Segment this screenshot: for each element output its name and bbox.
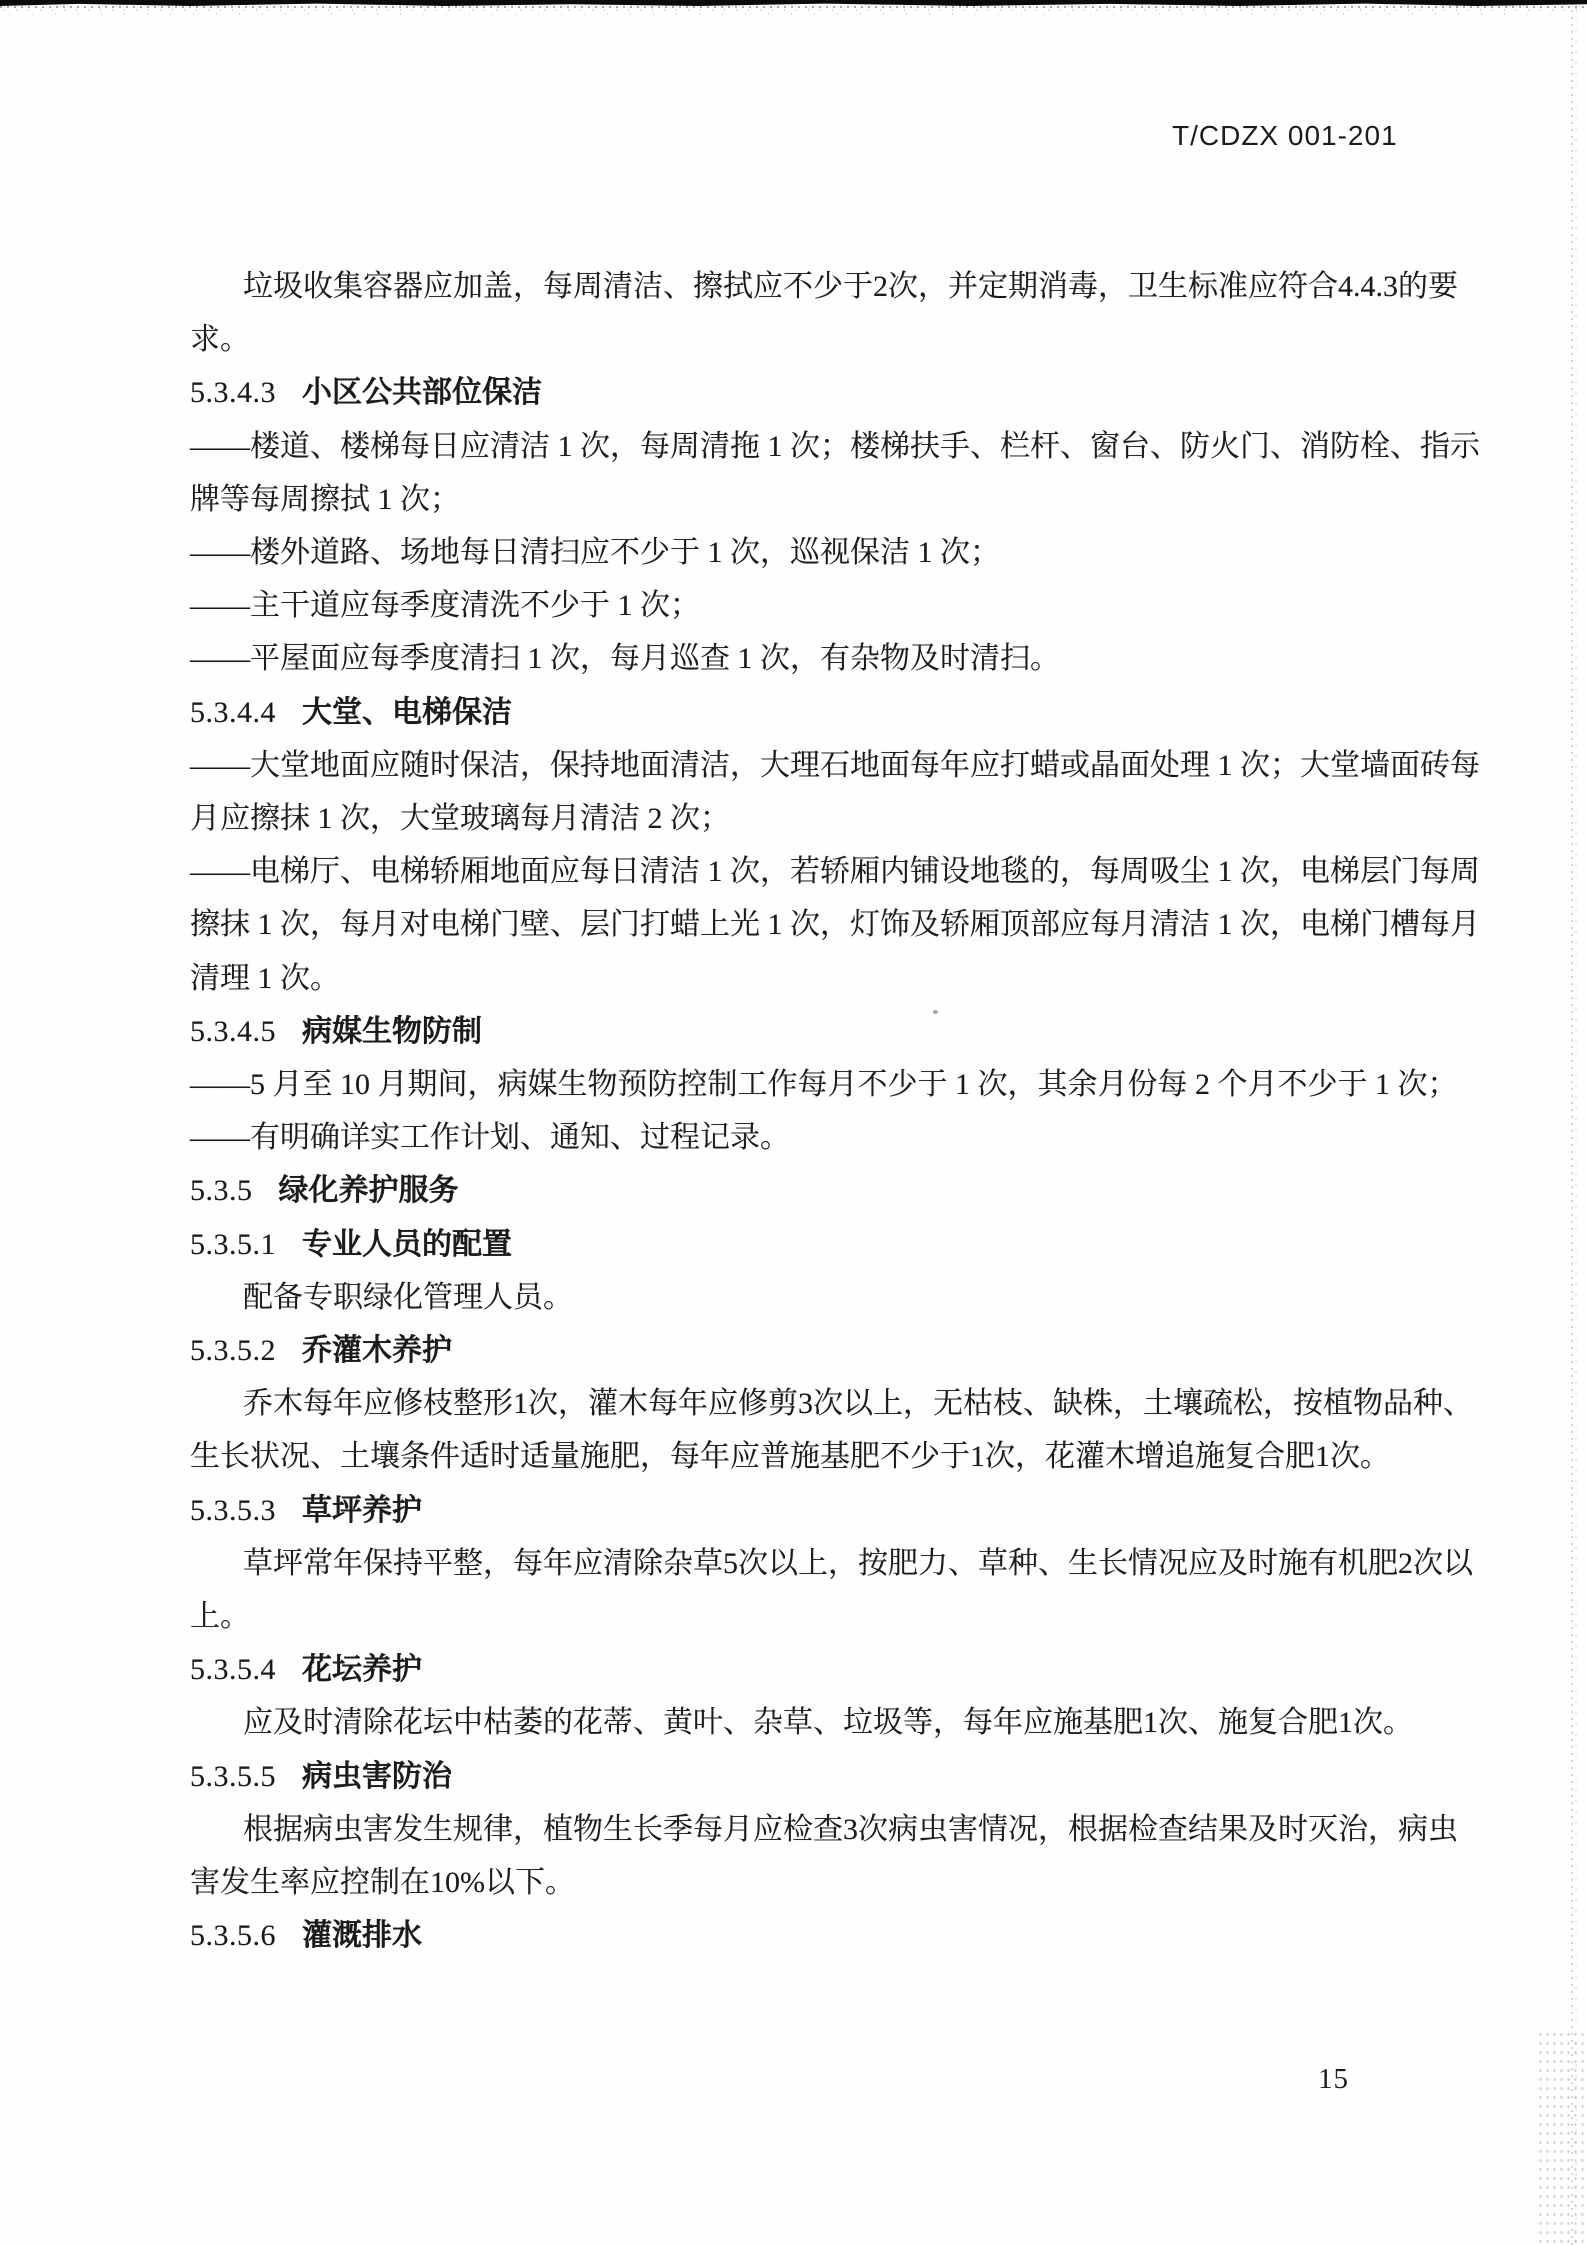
section-number: 5.3.5.6 [190, 1919, 276, 1953]
text-line [190, 1537, 1473, 1590]
document-code: T/CDZX 001-201 [1172, 120, 1398, 151]
text-run: ——5 月至 10 月期间，病媒生物预防控制工作每月不少于 1 次，其余月份每 2 个月不少于 1 次； [190, 1068, 1458, 1102]
section-title: 病媒生物防制 [302, 1014, 482, 1048]
section-title: 病虫害防治 [302, 1759, 452, 1793]
section-number: 5.3.5.2 [190, 1334, 276, 1368]
text-line [190, 632, 1400, 685]
page-number: 15 [1318, 2063, 1349, 2095]
text-line [190, 952, 1400, 1005]
text-line [190, 260, 1458, 313]
text-line [190, 739, 1480, 792]
text-line [190, 420, 1480, 473]
section-number: 5.3.5.3 [190, 1493, 276, 1527]
section-number: 5.3.4.5 [190, 1014, 276, 1048]
text-run: 草坪常年保持平整，每年应清除杂草5次以上，按肥力、草种、生长情况应及时施有机肥2次以 [243, 1546, 1473, 1580]
section-title: 花坛养护 [302, 1653, 422, 1687]
section-heading [190, 1164, 1400, 1217]
section-heading [190, 1324, 1400, 1377]
section-heading [190, 366, 1400, 419]
scan-artifact-top-speckle [0, 5, 1587, 16]
scan-artifact-corner-noise [1537, 2030, 1587, 2245]
text-run: ——有明确详实工作计划、通知、过程记录。 [190, 1121, 790, 1155]
text-run: 求。 [190, 323, 250, 357]
text-run: ——楼外道路、场地每日清扫应不少于 1 次，巡视保洁 1 次； [190, 536, 1000, 570]
text-line [190, 1111, 1400, 1164]
section-title: 专业人员的配置 [302, 1227, 512, 1261]
section-number: 5.3.4.3 [190, 376, 276, 410]
text-run: 牌等每周擦拭 1 次； [190, 482, 460, 516]
text-line [190, 1058, 1458, 1111]
text-line [190, 526, 1400, 579]
scan-artifact-right-strip [1567, 0, 1579, 2245]
text-run: 配备专职绿化管理人员。 [243, 1280, 573, 1314]
text-run: ——电梯厅、电梯轿厢地面应每日清洁 1 次，若轿厢内铺设地毯的，每周吸尘 1 次，电梯层门每周 [190, 855, 1480, 889]
section-title: 乔灌木养护 [302, 1334, 452, 1368]
text-run: ——楼道、楼梯每日应清洁 1 次，每周清拖 1 次；楼梯扶手、栏杆、窗台、防火门、消防栓、指示 [190, 429, 1480, 463]
text-line [190, 792, 1400, 845]
text-run: 应及时清除花坛中枯萎的花蒂、黄叶、杂草、垃圾等，每年应施基肥1次、施复合肥1次。 [243, 1706, 1413, 1740]
text-run: ——大堂地面应随时保洁，保持地面清洁，大理石地面每年应打蜡或晶面处理 1 次；大堂墙面砖每 [190, 748, 1480, 782]
text-line [190, 473, 1400, 526]
text-line [190, 1590, 1400, 1643]
text-line [190, 313, 1400, 366]
text-line [190, 1271, 1400, 1324]
text-line [190, 1696, 1413, 1749]
text-line [190, 1377, 1473, 1430]
document-body [190, 260, 1480, 1963]
section-title: 绿化养护服务 [278, 1174, 459, 1208]
text-run: 害发生率应控制在10%以下。 [190, 1866, 575, 1900]
section-number: 5.3.4.4 [190, 695, 276, 729]
text-run: 根据病虫害发生规律，植物生长季每月应检查3次病虫害情况，根据检查结果及时灭治，病虫 [243, 1812, 1458, 1846]
section-number: 5.3.5 [190, 1174, 253, 1208]
section-heading [190, 1218, 1400, 1271]
text-run: 擦抹 1 次，每月对电梯门壁、层门打蜡上光 1 次，灯饰及轿厢顶部应每月清洁 1 次，电梯门槽每月 [190, 908, 1480, 942]
section-number: 5.3.5.1 [190, 1227, 276, 1261]
section-heading [190, 1909, 1400, 1962]
section-heading [190, 1005, 1400, 1058]
text-line [190, 845, 1480, 898]
text-run: 上。 [190, 1600, 250, 1634]
text-run: 生长状况、土壤条件适时适量施肥，每年应普施基肥不少于1次，花灌木增追施复合肥1次。 [190, 1440, 1390, 1474]
section-heading [190, 1750, 1400, 1803]
section-title: 大堂、电梯保洁 [302, 695, 512, 729]
text-line [190, 1856, 1400, 1909]
text-line [190, 1430, 1400, 1483]
section-number: 5.3.5.4 [190, 1653, 276, 1687]
text-run: 乔木每年应修枝整形1次，灌木每年应修剪3次以上，无枯枝、缺株，土壤疏松，按植物品种、 [243, 1387, 1473, 1421]
section-heading [190, 1484, 1400, 1537]
section-heading [190, 1643, 1400, 1696]
text-line [190, 579, 1400, 632]
text-line [190, 1803, 1458, 1856]
section-title: 小区公共部位保洁 [302, 376, 542, 410]
text-run: 垃圾收集容器应加盖，每周清洁、擦拭应不少于2次，并定期消毒，卫生标准应符合4.4.3的要 [243, 270, 1458, 303]
text-run: ——平屋面应每季度清扫 1 次，每月巡查 1 次，有杂物及时清扫。 [190, 642, 1060, 676]
text-run: 清理 1 次。 [190, 961, 340, 995]
section-title: 灌溉排水 [302, 1919, 422, 1953]
section-number: 5.3.5.5 [190, 1759, 276, 1793]
text-line [190, 898, 1480, 951]
text-run: 月应擦抹 1 次，大堂玻璃每月清洁 2 次； [190, 802, 730, 836]
section-heading [190, 686, 1400, 739]
text-run: ——主干道应每季度清洗不少于 1 次； [190, 589, 700, 623]
section-title: 草坪养护 [302, 1493, 422, 1527]
